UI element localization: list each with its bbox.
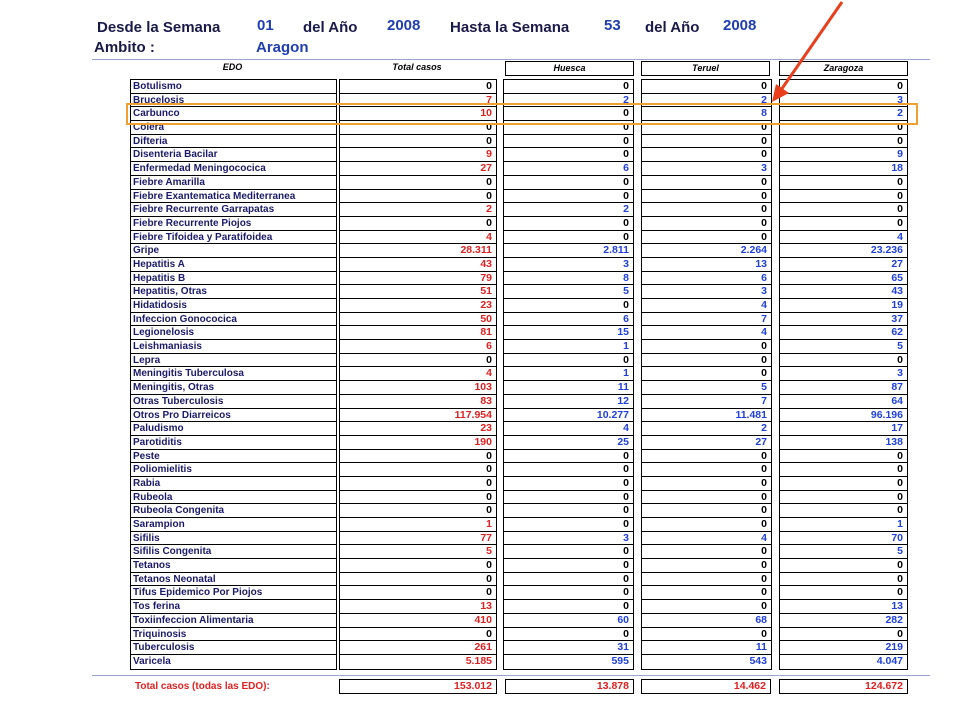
teruel-cell: 543 — [749, 654, 767, 667]
huesca-cell: 0 — [504, 450, 633, 464]
huesca-cell: 0 — [504, 518, 633, 532]
edo-name-cell: Enfermedad Meningococica — [131, 162, 336, 176]
teruel-cell: 0 — [642, 231, 771, 245]
total-cell: 2 — [340, 203, 496, 217]
edo-name-cell: Tifus Epidemico Por Piojos — [131, 586, 336, 600]
total-cell: 51 — [340, 285, 496, 299]
total-cell: 83 — [340, 395, 496, 409]
total-cell: 103 — [340, 381, 496, 395]
total-cell: 4 — [340, 231, 496, 245]
hasta-anio-value: 2008 — [723, 17, 757, 34]
edo-name-cell: Sifilis — [131, 532, 336, 546]
zaragoza-cell: 87 — [780, 381, 907, 395]
zaragoza-cell: 0 — [780, 80, 907, 94]
teruel-cell: 3 — [642, 285, 771, 299]
edo-name-cell: Disenteria Bacilar — [131, 148, 336, 162]
edo-name-cell: Fiebre Tifoidea y Paratifoidea — [131, 231, 336, 245]
huesca-cell: 31 — [504, 641, 633, 655]
edo-name-cell: Fiebre Amarilla — [131, 176, 336, 190]
total-cell: 10 — [340, 107, 496, 121]
hasta-anio-label: del Año — [645, 19, 700, 36]
huesca-cell: 10.277 — [504, 409, 633, 423]
teruel-cell: 0 — [642, 504, 771, 518]
edo-name-cell: Toxiinfeccion Alimentaria — [131, 614, 336, 628]
zaragoza-cell: 0 — [780, 628, 907, 642]
total-cell: 0 — [340, 586, 496, 600]
edo-name-cell: Fiebre Exantematica Mediterranea — [131, 190, 336, 204]
teruel-cell: 0 — [642, 367, 771, 381]
teruel-cell: 27 — [642, 436, 771, 450]
teruel-cell: 0 — [642, 573, 771, 587]
huesca-cell: 3 — [504, 532, 633, 546]
zaragoza-cell: 70 — [780, 532, 907, 546]
zaragoza-cell: 27 — [780, 258, 907, 272]
teruel-cell: 2.264 — [642, 244, 771, 258]
edo-name-cell: Meningitis Tuberculosa — [131, 367, 336, 381]
zaragoza-cell: 3 — [780, 367, 907, 381]
col-header-edo: EDO — [222, 62, 243, 72]
total-cell: 0 — [340, 354, 496, 368]
huesca-cell: 8 — [504, 272, 633, 286]
total-cell: 0 — [340, 176, 496, 190]
total-cell: 0 — [340, 80, 496, 94]
edo-name-cell: Fiebre Recurrente Garrapatas — [131, 203, 336, 217]
huesca-cell: 2 — [504, 203, 633, 217]
edo-name-cell: Leishmaniasis — [131, 340, 336, 354]
teruel-cell: 6 — [642, 272, 771, 286]
huesca-cell: 0 — [504, 573, 633, 587]
desde-semana-value: 01 — [257, 17, 274, 34]
huesca-cell: 3 — [504, 258, 633, 272]
teruel-cell: 4 — [642, 532, 771, 546]
zaragoza-cell: 0 — [780, 450, 907, 464]
edo-name-cell: Infeccion Gonococica — [131, 313, 336, 327]
edo-name-cell: Otros Pro Diarreicos — [131, 409, 336, 423]
huesca-cell: 15 — [504, 326, 633, 340]
zaragoza-cell: 2 — [780, 107, 907, 121]
teruel-cell: 8 — [642, 107, 771, 121]
teruel-cell: 0 — [642, 203, 771, 217]
zaragoza-cell: 65 — [780, 272, 907, 286]
huesca-cell: 6 — [504, 162, 633, 176]
edo-name-cell: Triquinosis — [131, 628, 336, 642]
teruel-cell: 0 — [642, 600, 771, 614]
edo-name-cell: Tos ferina — [131, 600, 336, 614]
desde-label: Desde la Semana — [97, 19, 221, 36]
huesca-cell: 60 — [504, 614, 633, 628]
teruel-cell: 4 — [642, 299, 771, 313]
zaragoza-cell: 0 — [780, 573, 907, 587]
total-cell: 0 — [340, 573, 496, 587]
totals-huesca: 13.878 — [505, 679, 634, 694]
zaragoza-cell: 96.196 — [780, 409, 907, 423]
huesca-cell: 0 — [504, 176, 633, 190]
total-cell: 0 — [340, 463, 496, 477]
totals-teruel: 14.462 — [641, 679, 771, 694]
total-cell: 28.311 — [340, 244, 496, 258]
huesca-cell: 0 — [504, 600, 633, 614]
huesca-cell: 0 — [504, 121, 633, 135]
huesca-cell: 1 — [504, 340, 633, 354]
total-cell: 9 — [340, 148, 496, 162]
teruel-cell: 0 — [642, 463, 771, 477]
desde-anio-value: 2008 — [387, 17, 421, 34]
teruel-cell: 0 — [642, 190, 771, 204]
huesca-cell: 6 — [504, 313, 633, 327]
ambito-value: Aragon — [256, 39, 309, 56]
zaragoza-cell: 0 — [780, 121, 907, 135]
total-cell: 23 — [340, 422, 496, 436]
zaragoza-cell: 19 — [780, 299, 907, 313]
huesca-cell: 0 — [504, 545, 633, 559]
zaragoza-cell: 62 — [780, 326, 907, 340]
edo-name-cell: Colera — [131, 121, 336, 135]
teruel-cell: 0 — [642, 135, 771, 149]
huesca-cell: 0 — [504, 148, 633, 162]
teruel-cell: 2 — [642, 422, 771, 436]
zaragoza-cell: 219 — [780, 641, 907, 655]
edo-name-cell: Rubeola — [131, 491, 336, 505]
teruel-cell: 0 — [642, 491, 771, 505]
huesca-cell: 0 — [504, 491, 633, 505]
edo-name-cell: Sifilis Congenita — [131, 545, 336, 559]
teruel-cell: 0 — [642, 80, 771, 94]
zaragoza-cell: 0 — [780, 190, 907, 204]
col-header-total: Total casos — [392, 62, 442, 72]
huesca-cell: 0 — [504, 299, 633, 313]
zaragoza-cell: 0 — [780, 504, 907, 518]
total-cell: 27 — [340, 162, 496, 176]
edo-name-cell: Otras Tuberculosis — [131, 395, 336, 409]
teruel-cell: 68 — [642, 614, 771, 628]
zaragoza-cell: 3 — [780, 94, 907, 108]
edo-name-cell: Brucelosis — [131, 94, 336, 108]
huesca-cell: 0 — [504, 354, 633, 368]
zaragoza-cell: 13 — [780, 600, 907, 614]
total-cell: 261 — [340, 641, 496, 655]
total-cell: 13 — [340, 600, 496, 614]
huesca-cell: 4 — [504, 422, 633, 436]
teruel-cell: 3 — [642, 162, 771, 176]
edo-name-cell: Rabia — [131, 477, 336, 491]
teruel-cell: 0 — [642, 586, 771, 600]
total-cell: 0 — [340, 217, 496, 231]
total-cell: 50 — [340, 313, 496, 327]
huesca-cell: 0 — [504, 107, 633, 121]
total-cell: 0 — [340, 190, 496, 204]
teruel-cell: 11 — [642, 641, 771, 655]
huesca-cell: 0 — [504, 504, 633, 518]
total-cell: 43 — [340, 258, 496, 272]
teruel-cell: 0 — [642, 450, 771, 464]
edo-name-cell: Paludismo — [131, 422, 336, 436]
zaragoza-cell: 5 — [780, 340, 907, 354]
zaragoza-cell: 138 — [780, 436, 907, 450]
totals-label: Total casos (todas las EDO): — [135, 681, 270, 692]
total-cell: 7 — [340, 94, 496, 108]
zaragoza-cell: 18 — [780, 162, 907, 176]
edo-name-cell: Meningitis, Otras — [131, 381, 336, 395]
total-cell: 410 — [340, 614, 496, 628]
zaragoza-cell: 64 — [780, 395, 907, 409]
zaragoza-cell: 0 — [780, 217, 907, 231]
huesca-cell: 5 — [504, 285, 633, 299]
zaragoza-cell: 5 — [780, 545, 907, 559]
edo-name-cell: Hepatitis, Otras — [131, 285, 336, 299]
zaragoza-cell: 0 — [780, 559, 907, 573]
totals-zaragoza: 124.672 — [779, 679, 908, 694]
teruel-cell: 13 — [642, 258, 771, 272]
col-header-huesca: Huesca — [505, 61, 634, 76]
huesca-cell: 0 — [504, 190, 633, 204]
huesca-cell: 0 — [504, 559, 633, 573]
desde-anio-label: del Año — [303, 19, 358, 36]
zaragoza-cell: 0 — [780, 586, 907, 600]
edo-name-cell: Varicela — [133, 655, 171, 667]
teruel-cell: 0 — [642, 217, 771, 231]
huesca-cell: 2.811 — [504, 244, 633, 258]
edo-name-cell: Sarampion — [131, 518, 336, 532]
zaragoza-cell: 4.047 — [876, 654, 903, 667]
total-cell: 0 — [340, 477, 496, 491]
huesca-cell: 0 — [504, 586, 633, 600]
total-cell: 1 — [340, 518, 496, 532]
teruel-cell: 7 — [642, 395, 771, 409]
hasta-semana-value: 53 — [604, 17, 621, 34]
zaragoza-cell: 0 — [780, 354, 907, 368]
teruel-cell: 0 — [642, 477, 771, 491]
huesca-cell: 0 — [504, 135, 633, 149]
huesca-cell: 0 — [504, 628, 633, 642]
edo-name-cell: Tetanos — [131, 559, 336, 573]
teruel-cell: 4 — [642, 326, 771, 340]
edo-name-cell: Difteria — [131, 135, 336, 149]
edo-name-cell: Tetanos Neonatal — [131, 573, 336, 587]
edo-name-cell: Hepatitis A — [131, 258, 336, 272]
huesca-cell: 25 — [504, 436, 633, 450]
total-cell: 77 — [340, 532, 496, 546]
edo-name-cell: Botulismo — [131, 80, 336, 94]
zaragoza-cell: 0 — [780, 477, 907, 491]
zaragoza-cell: 0 — [780, 176, 907, 190]
huesca-cell: 0 — [504, 463, 633, 477]
edo-name-cell: Carbunco — [131, 107, 336, 121]
huesca-cell: 12 — [504, 395, 633, 409]
teruel-cell: 0 — [642, 518, 771, 532]
hasta-label: Hasta la Semana — [450, 19, 570, 36]
totals-total: 153.012 — [339, 679, 497, 694]
total-cell: 23 — [340, 299, 496, 313]
edo-name-cell: Parotiditis — [131, 436, 336, 450]
huesca-cell: 595 — [611, 654, 629, 667]
huesca-cell: 0 — [504, 477, 633, 491]
teruel-cell: 0 — [642, 628, 771, 642]
total-cell: 5.185 — [465, 654, 492, 667]
col-header-teruel: Teruel — [641, 61, 770, 76]
edo-name-cell: Rubeola Congenita — [131, 504, 336, 518]
teruel-cell: 0 — [642, 545, 771, 559]
zaragoza-cell: 4 — [780, 231, 907, 245]
teruel-cell: 0 — [642, 121, 771, 135]
teruel-cell: 0 — [642, 354, 771, 368]
edo-name-cell: Fiebre Recurrente Piojos — [131, 217, 336, 231]
huesca-cell: 2 — [504, 94, 633, 108]
teruel-cell: 11.481 — [642, 409, 771, 423]
col-header-zaragoza: Zaragoza — [779, 61, 908, 76]
total-cell: 0 — [340, 121, 496, 135]
zaragoza-cell: 282 — [780, 614, 907, 628]
edo-name-cell: Poliomielitis — [131, 463, 336, 477]
huesca-cell: 1 — [504, 367, 633, 381]
total-cell: 0 — [340, 559, 496, 573]
total-cell: 0 — [340, 628, 496, 642]
edo-name-cell: Legionelosis — [131, 326, 336, 340]
zaragoza-cell: 9 — [780, 148, 907, 162]
zaragoza-cell: 37 — [780, 313, 907, 327]
edo-name-cell: Gripe — [131, 244, 336, 258]
zaragoza-cell: 17 — [780, 422, 907, 436]
zaragoza-cell: 0 — [780, 463, 907, 477]
total-cell: 5 — [340, 545, 496, 559]
teruel-cell: 0 — [642, 340, 771, 354]
teruel-cell: 0 — [642, 559, 771, 573]
zaragoza-cell: 1 — [780, 518, 907, 532]
teruel-cell: 2 — [642, 94, 771, 108]
total-cell: 0 — [340, 491, 496, 505]
ambito-label: Ambito : — [94, 39, 155, 56]
total-cell: 4 — [340, 367, 496, 381]
total-cell: 0 — [340, 450, 496, 464]
edo-name-cell: Hepatitis B — [131, 272, 336, 286]
total-cell: 0 — [340, 135, 496, 149]
teruel-cell: 5 — [642, 381, 771, 395]
huesca-cell: 0 — [504, 217, 633, 231]
zaragoza-cell: 23.236 — [780, 244, 907, 258]
edo-name-cell: Lepra — [131, 354, 336, 368]
total-cell: 79 — [340, 272, 496, 286]
teruel-cell: 7 — [642, 313, 771, 327]
zaragoza-cell: 0 — [780, 491, 907, 505]
teruel-cell: 0 — [642, 176, 771, 190]
edo-name-cell: Tuberculosis — [131, 641, 336, 655]
huesca-cell: 0 — [504, 231, 633, 245]
total-cell: 117.954 — [340, 409, 496, 423]
zaragoza-cell: 0 — [780, 135, 907, 149]
total-cell: 0 — [340, 504, 496, 518]
zaragoza-cell: 43 — [780, 285, 907, 299]
huesca-cell: 0 — [504, 80, 633, 94]
edo-name-cell: Peste — [131, 450, 336, 464]
total-cell: 81 — [340, 326, 496, 340]
edo-name-cell: Hidatidosis — [131, 299, 336, 313]
total-cell: 190 — [340, 436, 496, 450]
zaragoza-cell: 0 — [780, 203, 907, 217]
total-cell: 6 — [340, 340, 496, 354]
teruel-cell: 0 — [642, 148, 771, 162]
huesca-cell: 11 — [504, 381, 633, 395]
